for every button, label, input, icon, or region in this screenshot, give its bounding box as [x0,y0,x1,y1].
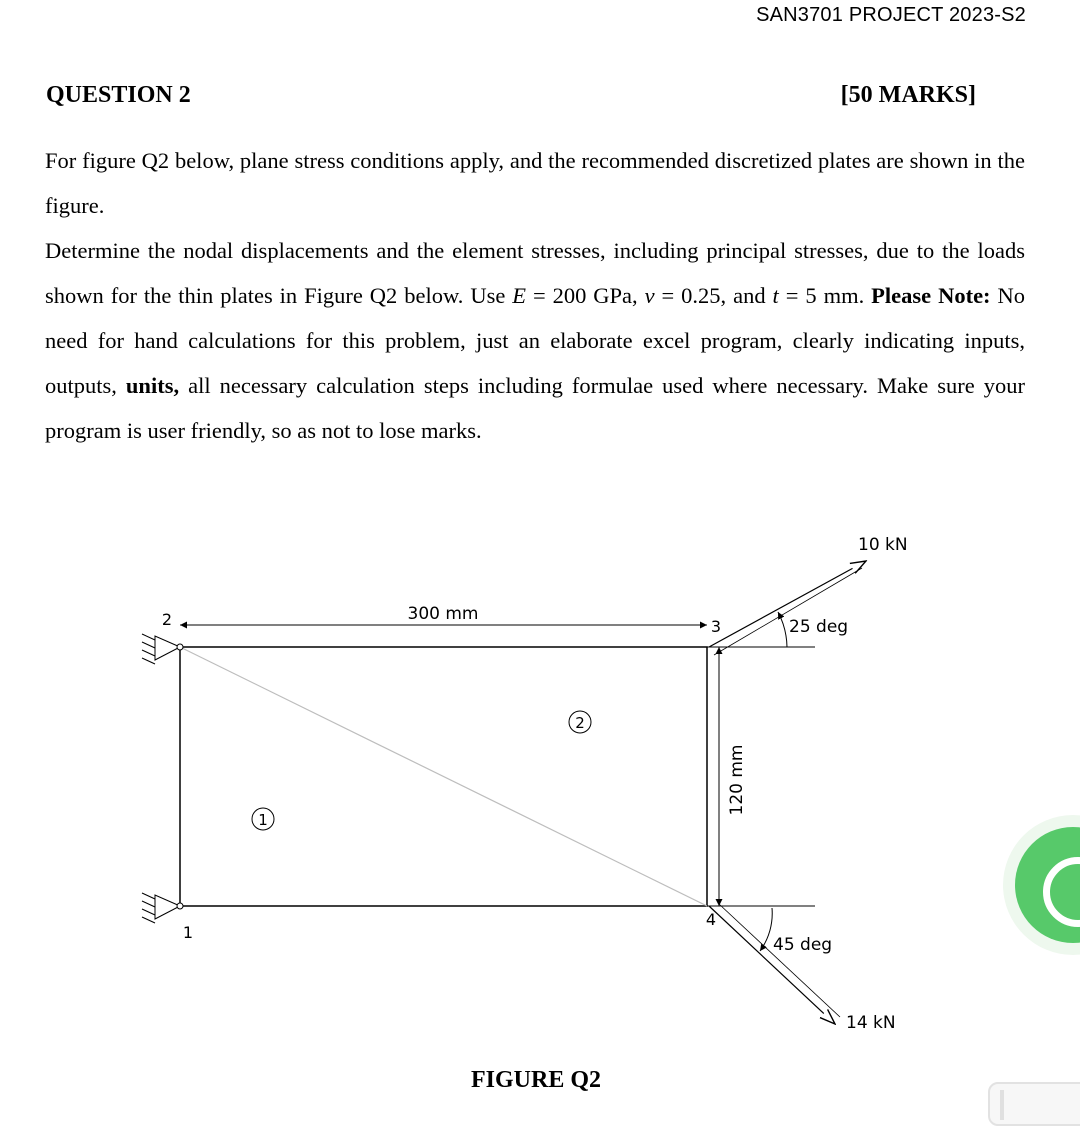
question-marks: [50 MARKS] [840,82,976,108]
load-label-bottom: 14 kN [846,1013,896,1033]
please-note-label: Please Note: [871,283,991,308]
units-emphasis: units, [125,373,180,398]
element-divider [180,647,707,906]
node-label-4: 4 [705,910,717,929]
paragraph-2: Determine the nodal displacements and the element stresses, including principal stresses, due to the loads shown for the thin plates in Figure Q2 below. Use E = 200 GPa, v = 0.25, and t = 5 mm. Please Note: No need for hand calculations for this problem, just an elaborate excel program, clearly indicating inputs, outputs, units, all necessary calculation steps including formulae used where necessary. Make sure your program is user friendly, so as not to lose marks. [45,238,1026,443]
node-label-2: 2 [161,610,173,629]
angle-label-top: 25 deg [789,617,849,637]
question-body [45,138,1025,453]
pin-support-node-2 [142,634,183,664]
paragraph-1: For figure Q2 below, plane stress conditions apply, and the recommended discretized plates are shown in the figure. [45,148,1025,218]
element-label-1: 1 [258,811,268,829]
node-label-3: 3 [710,617,722,636]
pin-support-node-1 [142,893,183,923]
header-course-code: SAN3701 PROJECT 2023-S2 [756,4,1026,26]
width-dimension-label: 300 mm [407,604,479,624]
height-dimension-label: 120 mm [727,744,747,816]
angle-arc-bottom [760,908,772,951]
angle-arc-top [778,612,787,647]
corner-panel-handle[interactable] [988,1082,1080,1126]
load-label-top: 10 kN [858,535,908,555]
node-label-1: 1 [182,923,194,942]
figure-caption: FIGURE Q2 [470,1067,601,1093]
element-label-2: 2 [575,714,585,732]
angle-label-bottom: 45 deg [773,935,833,955]
figure-q2 [0,500,1080,1060]
question-title: QUESTION 2 [46,82,191,108]
